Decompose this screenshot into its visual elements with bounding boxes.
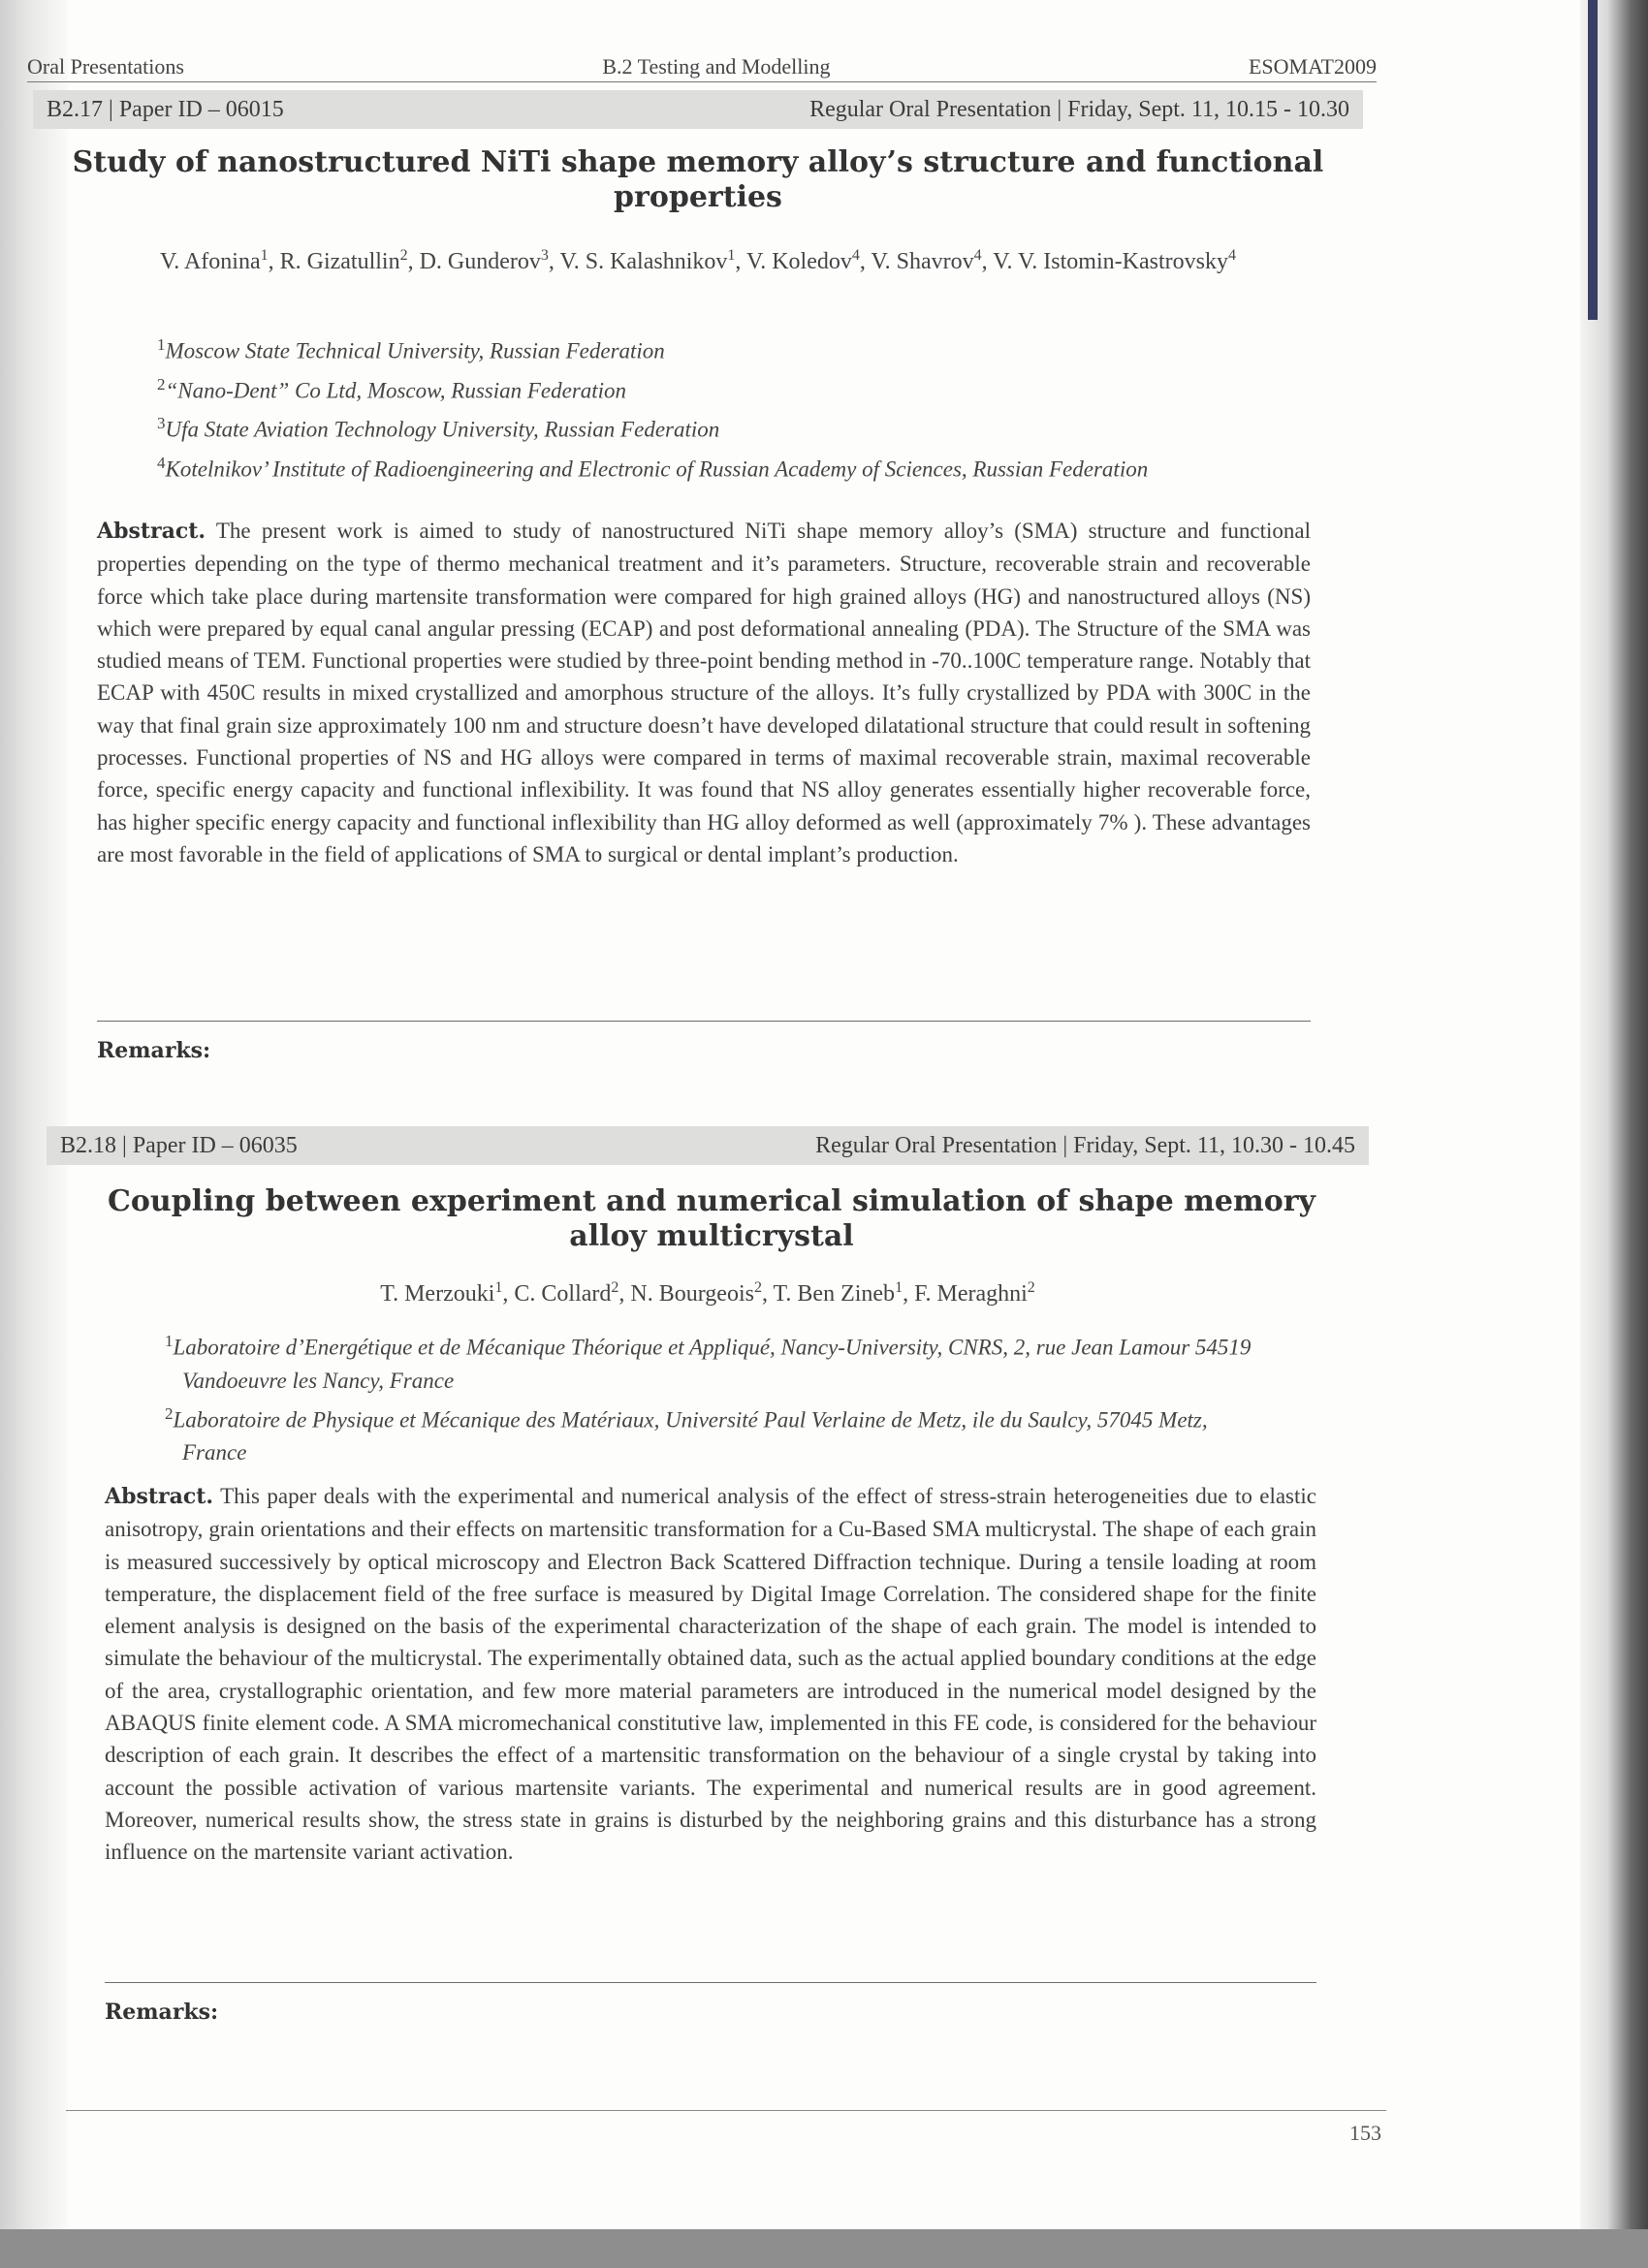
page-edge-tab: [1588, 0, 1598, 320]
session-time: Regular Oral Presentation | Friday, Sept. 11, 10.15 - 10.30: [809, 96, 1349, 122]
affiliation: $^3$Ufa State Aviation Technology University, Russian Federation: [157, 414, 720, 442]
divider: [97, 1021, 1311, 1022]
author: N. Bourgeois$^2$: [630, 1279, 762, 1307]
author: V. V. Istomin-Kastrovsky$^4$: [993, 247, 1236, 274]
page-gutter-shadow: [0, 0, 68, 2229]
author: V. Shavrov$^4$: [871, 247, 982, 274]
author: C. Collard$^2$: [514, 1279, 619, 1307]
abstract-text: This paper deals with the experimental and numerical analysis of the effect of stress-strain heterogeneities due to elastic anisotropy, grain orientations and their effects on martensitic transformation for a Cu-Based SMA multicrystal. The shape of each grain is measured successively by optical microscopy and Electron Back Scattered Diffraction technique. During a tensile loading at room temperature, the displacement field of the free surface is measured by Digital Image Correlation. The considered shape for the finite element analysis is designed on the basis of the experimental characterization of the shape of each grain. The model is intended to simulate the behaviour of the multicrystal. The experimentally obtained data, such as the actual applied boundary conditions at the edge of the area, crystallographic orientation, and few more material parameters are introduced in the numerical model designed by the ABAQUS finite element code. A SMA micromechanical constitutive law, implemented in this FE code, is considered for the behaviour description of each grain. It describes the effect of a martensitic transformation on the behaviour of a single crystal by taking into account the possible activation of various martensite variants. The experimental and numerical results are in good agreement. Moreover, numerical results show, the stress state in grains is disturbed by the neighboring grains and this disturbance has a strong influence on the martensite variant activation.: [105, 1484, 1316, 1865]
author: F. Meraghni$^2$: [914, 1279, 1035, 1307]
page-number: 153: [1349, 2121, 1381, 2145]
abstract: [105, 1480, 1316, 1869]
session-bar-paper-1: [33, 90, 1363, 129]
session-bar-paper-2: [47, 1126, 1369, 1165]
divider: [105, 1982, 1316, 1983]
abstract-label: Abstract.: [97, 519, 206, 544]
session-time: Regular Oral Presentation | Friday, Sept. 11, 10.30 - 10.45: [815, 1132, 1355, 1158]
footer-rule: [66, 2110, 1386, 2111]
affiliation-list: [157, 329, 1262, 487]
author-list: T. Merzouki$^1$, C. Collard$^2$, N. Bourgeois$^2$, T. Ben Zineb$^1$, F. Meraghni$^2$: [380, 1279, 1035, 1307]
author: V. Koledov$^4$: [745, 247, 860, 274]
remarks-label: Remarks:: [105, 2000, 219, 2025]
author: V. Afonina$^1$: [160, 247, 269, 274]
author: V. S. Kalashnikov$^1$: [559, 247, 736, 274]
abstract: [97, 515, 1311, 870]
page-right-edge: [1580, 0, 1648, 2268]
affiliation: $^2$Laboratoire de Physique et Mécanique des Matériaux, Université Paul Verlaine de Metz, ile du Saulcy, 57045 Metz, France: [165, 1403, 1208, 1465]
affiliation: $^4$Kotelnikov’ Institute of Radioengineering and Electronic of Russian Academy of Sciences, Russian Federation: [157, 453, 1149, 482]
scan-bottom-band: [0, 2229, 1648, 2268]
author: D. Gunderov$^3$: [419, 247, 549, 274]
affiliation: $^1$Laboratoire d’Energétique et de Mécanique Théorique et Appliqué, Nancy-University, CNRS, 2, rue Jean Lamour 54519 Vandoeuvre les Nancy, France: [165, 1332, 1252, 1393]
paper-title: Study of nanostructured NiTi shape memory alloy’s structure and functional properties: [72, 145, 1324, 214]
author: T. Ben Zineb$^1$: [773, 1279, 903, 1307]
abstract-label: Abstract.: [105, 1484, 214, 1509]
session-id: B2.18 | Paper ID – 06035: [60, 1132, 298, 1158]
affiliation: $^1$Moscow State Technical University, Russian Federation: [157, 335, 665, 363]
author: R. Gizatullin$^2$: [279, 247, 408, 274]
affiliation-list: [165, 1325, 1260, 1469]
session-id: B2.17 | Paper ID – 06015: [47, 96, 284, 122]
remarks-label: Remarks:: [97, 1038, 211, 1063]
abstract-text: The present work is aimed to study of nanostructured NiTi shape memory alloy’s (SMA) structure and functional properties depending on the type of thermo mechanical treatment and it’s parameters. Structure, recoverable strain and recoverable force which take place during martensite transformation were compared for high grained alloys (HG) and nanostructured alloys (NS) which were prepared by equal canal angular pressing (ECAP) and post deformational annealing (PDA). The Structure of the SMA was studied means of TEM. Functional properties were studied by three-point bending method in -70..100C temperature range. Notably that ECAP with 450C results in mixed crystallized and amorphous structure of the alloys. It’s fully crystallized by PDA with 300C in the way that final grain size approximately 100 nm and structure doesn’t have developed dilatational structure that could result in softening processes. Functional properties of NS and HG alloys were compared in terms of maximal recoverable strain, maximal recoverable force, specific energy capacity and functional inflexibility. It was found that NS alloy generates essentially higher recoverable force, has higher specific energy capacity and functional inflexibility than HG alloy deformed as well (approximately 7% ). These advantages are most favorable in the field of applications of SMA to surgical or dental implant’s production.: [97, 519, 1311, 866]
affiliation: $^2$“Nano-Dent” Co Ltd, Moscow, Russian Federation: [157, 374, 627, 403]
author: T. Merzouki$^1$: [380, 1279, 503, 1307]
paper-title: Coupling between experiment and numerical simulation of shape memory alloy multicrystal: [108, 1184, 1315, 1253]
author-list: V. Afonina$^1$, R. Gizatullin$^2$, D. Gunderov$^3$, V. S. Kalashnikov$^1$, V. Koledov$^4$, V. Shavrov$^4$, V. V. Istomin-Kastrovsky$^4$: [160, 247, 1236, 274]
running-head-center: B.2 Testing and Modelling: [602, 54, 831, 79]
running-head-right: ESOMAT2009: [1248, 54, 1377, 79]
running-head: [27, 54, 1377, 82]
running-head-left: Oral Presentations: [27, 54, 184, 79]
